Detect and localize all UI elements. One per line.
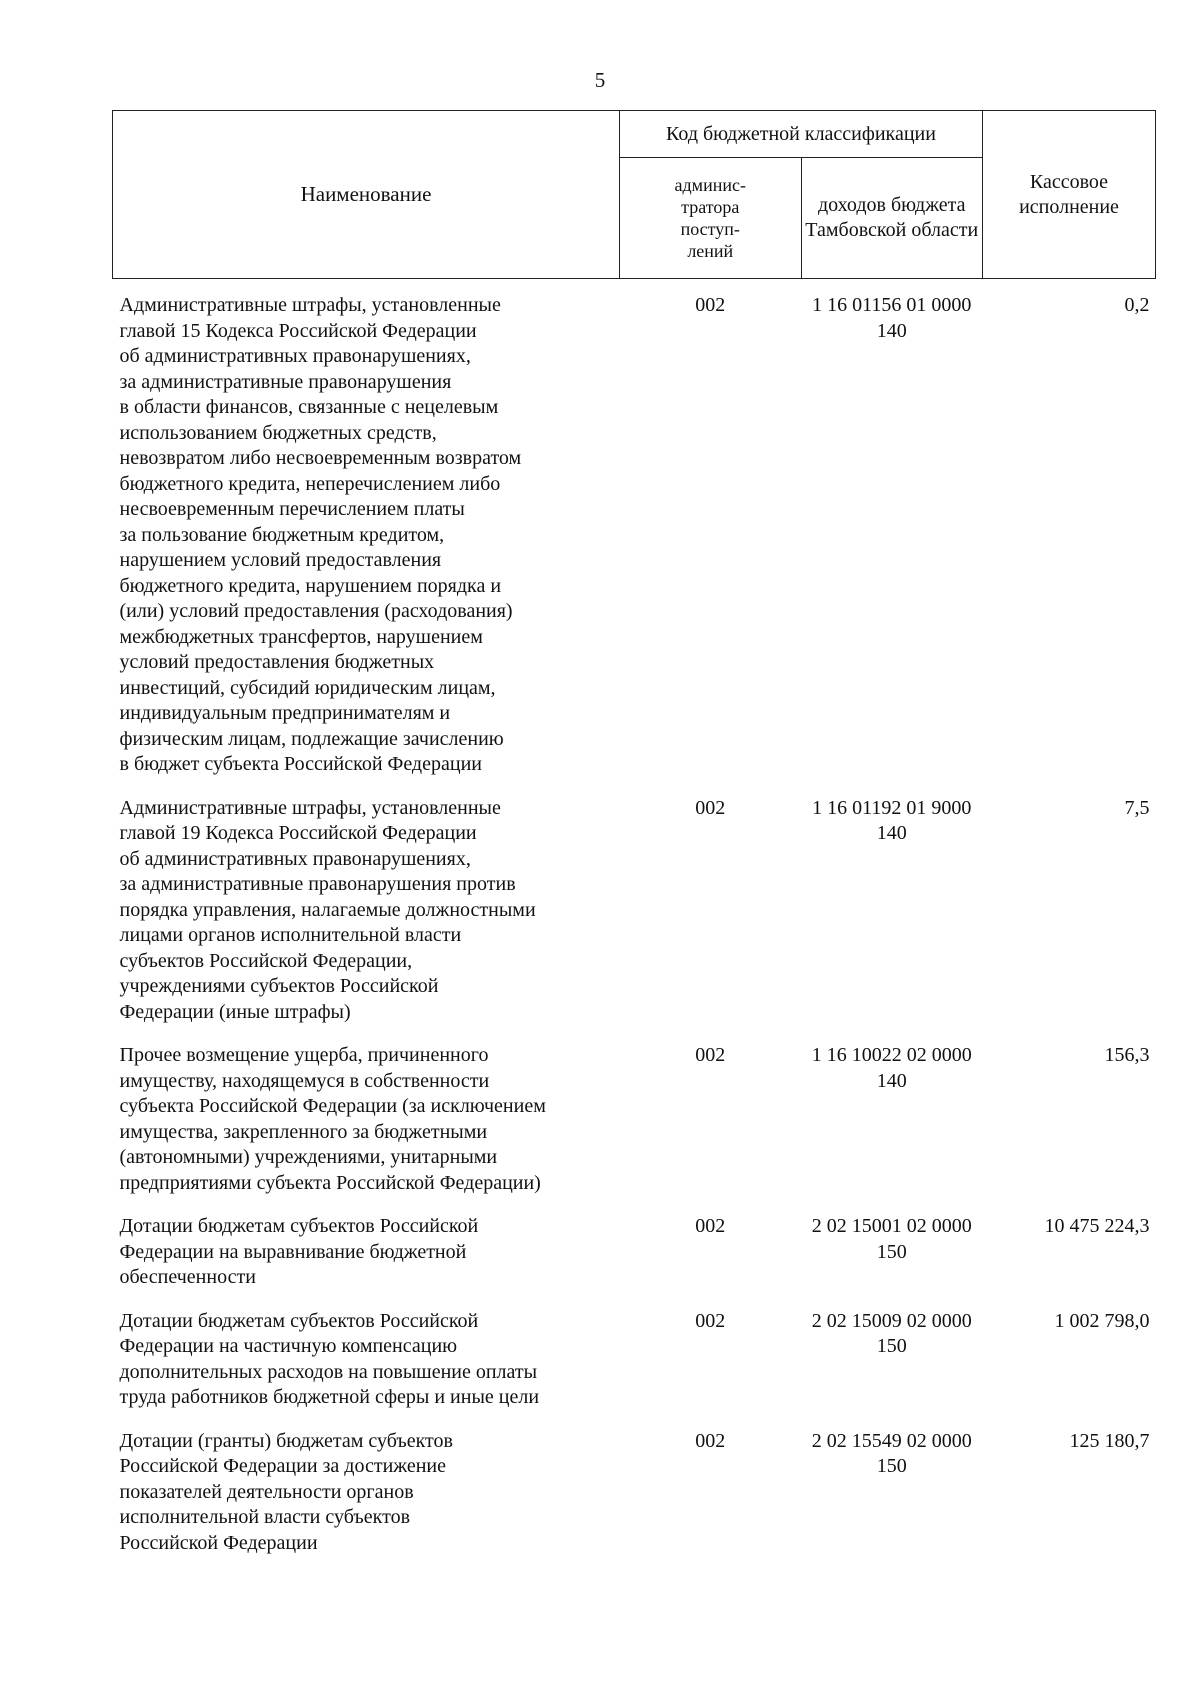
row-income-code: 1 16 10022 02 0000 140 <box>811 1044 972 1092</box>
header-cash-execution: Кассовое исполнение <box>983 111 1156 279</box>
table-body <box>113 279 1156 1561</box>
table-row <box>113 279 1156 782</box>
row-admin-code: 002 <box>695 294 726 316</box>
budget-table-container <box>112 110 1156 1560</box>
row-name: Дотации бюджетам субъектов Российской Федерации на выравнивание бюджетной обеспеченности <box>119 1215 479 1288</box>
table-row <box>113 1415 1156 1561</box>
row-admin-code: 002 <box>695 796 726 819</box>
row-admin-code: 002 <box>695 1215 726 1237</box>
table-row <box>113 782 1156 1030</box>
row-income-code: 1 16 01192 01 9000 140 <box>812 796 972 844</box>
table-row <box>113 1295 1156 1415</box>
header-admin-code: админис- тратора поступ- лений <box>620 158 802 279</box>
row-name: Дотации (гранты) бюджетам субъектов Российской Федерации за достижение показателей деятельности органов исполнительной власти субъектов Российской Федерации <box>119 1429 453 1554</box>
row-name: Административные штрафы, установленные главой 15 Кодекса Российской Федерации об административных правонарушениях, за административные правонарушения в области финансов, связанные с нецелевым использованием бюджетных средств, невозвратом либо несвоевременным возвратом бюджетного кредита, неперечислением либо несвоевременным перечислением платы за пользование бюджетным кредитом, нарушением условий предоставления бюджетного кредита, нарушением порядка и (или) условий предоставления (расходования) межбюджетных трансфертов, нарушением условий предоставления бюджетных инвестиций, субсидий юридическим лицам, индивидуальным предпринимателям и физическим лицам, подлежащие зачислению в бюджет субъекта Российской Федерации <box>119 294 522 775</box>
header-budget-classification-code: Код бюджетной классификации <box>620 111 983 158</box>
page-number: 5 <box>594 68 606 92</box>
row-execution-amount: 1 002 798,0 <box>1054 1309 1150 1332</box>
row-execution-amount: 7,5 <box>1124 796 1150 819</box>
row-execution-amount: 10 475 224,3 <box>1044 1215 1150 1237</box>
row-admin-code: 002 <box>695 1044 726 1066</box>
row-name: Прочее возмещение ущерба, причиненного имуществу, находящемуся в собственности субъекта Российской Федерации (за исключением имущества, закрепленного за бюджетными (автономными) учреждениями, унитарными предприятиями субъекта Российской Федерации) <box>119 1044 546 1194</box>
row-admin-code: 002 <box>695 1309 726 1332</box>
row-execution-amount: 156,3 <box>1104 1044 1150 1066</box>
row-name: Административные штрафы, установленные главой 19 Кодекса Российской Федерации об административных правонарушениях, за административные правонарушения против порядка управления, налагаемые должностными лицами органов исполнительной власти субъектов Российской Федерации, учреждениями субъектов Российской Федерации (иные штрафы) <box>119 796 536 1023</box>
table-row <box>113 1029 1156 1200</box>
row-execution-amount: 0,2 <box>1124 294 1150 316</box>
table-row <box>113 1200 1156 1295</box>
table-header <box>113 111 1156 279</box>
row-admin-code: 002 <box>695 1429 726 1452</box>
row-income-code: 2 02 15001 02 0000 150 <box>811 1215 972 1263</box>
row-name: Дотации бюджетам субъектов Российской Федерации на частичную компенсацию дополнительных расходов на повышение оплаты труда работников бюджетной сферы и иные цели <box>119 1309 540 1408</box>
header-name: Наименование <box>113 111 620 279</box>
row-income-code: 2 02 15009 02 0000 150 <box>811 1309 972 1357</box>
budget-revenue-table <box>112 110 1156 1560</box>
header-row-top <box>113 111 1156 158</box>
row-income-code: 2 02 15549 02 0000 150 <box>811 1429 972 1477</box>
row-execution-amount: 125 180,7 <box>1069 1429 1150 1452</box>
row-income-code: 1 16 01156 01 0000 140 <box>812 294 972 342</box>
header-income-code: доходов бюджета Тамбовской области <box>801 158 983 279</box>
